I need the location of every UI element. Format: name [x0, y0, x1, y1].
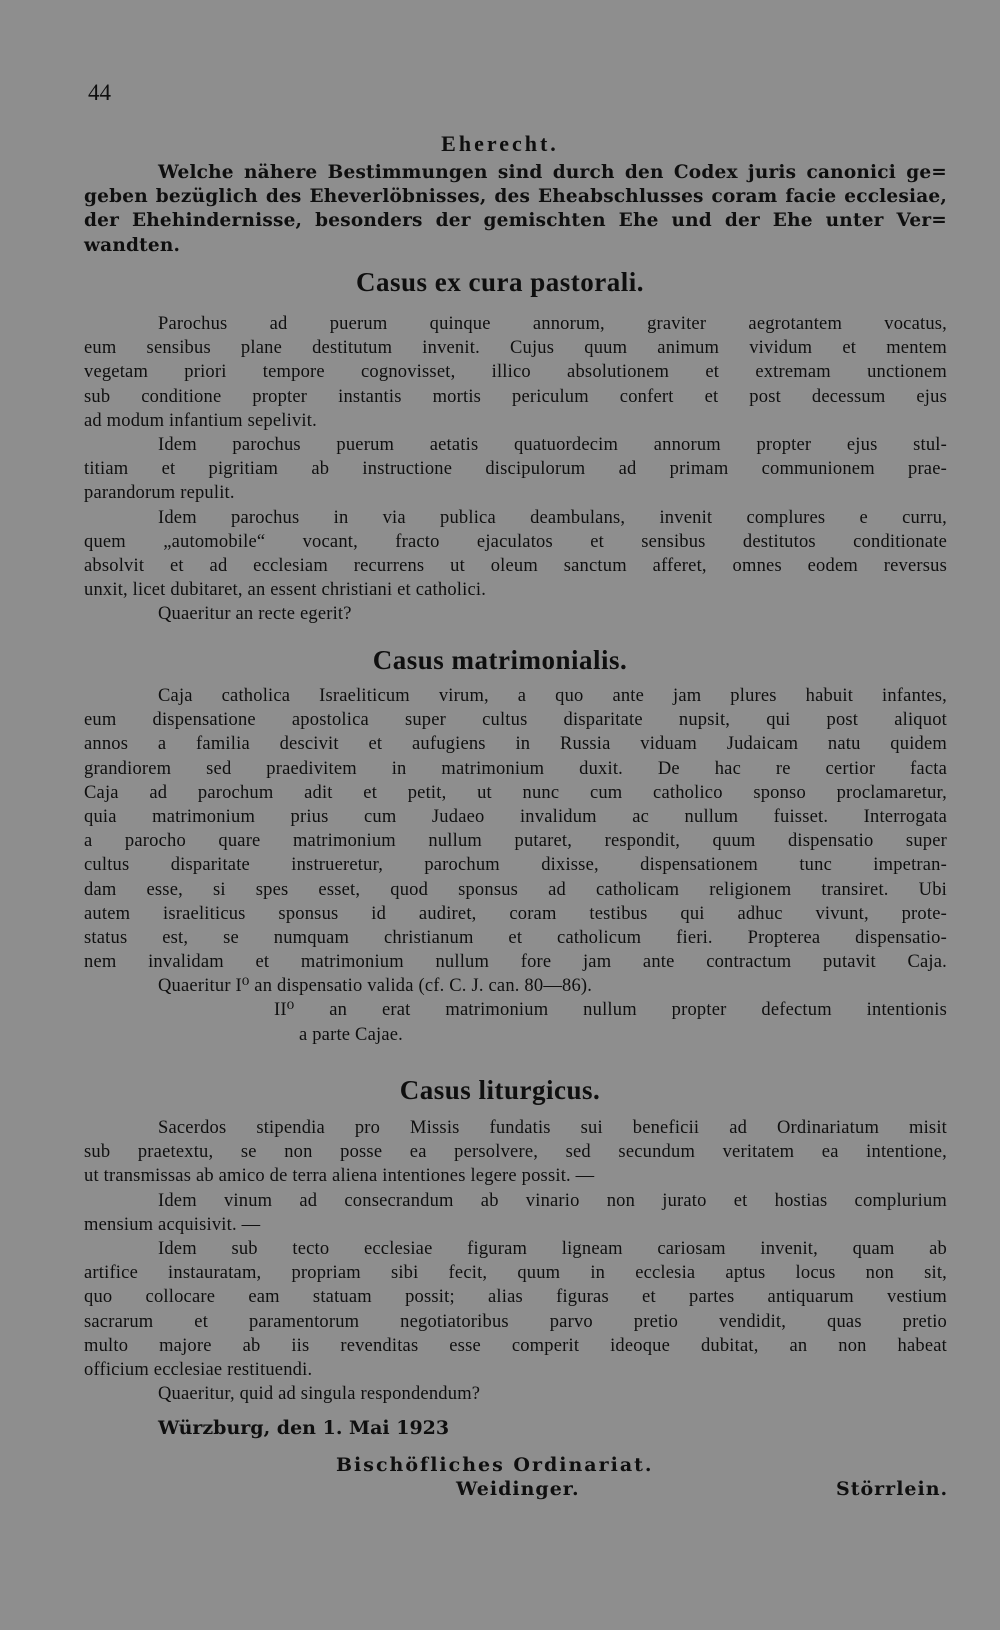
- text-line: Caja ad parochum adit et petit, ut nunc cum catholico sponso proclamaretur,: [84, 782, 947, 803]
- text-line: quem „automobile“ vocant, fracto ejaculatos et sensibus destitutos conditionate: [84, 531, 947, 552]
- text-line: officium ecclesiae restituendi.: [84, 1359, 313, 1380]
- text-line: a parocho quare matrimonium nullum putaret, respondit, quum dispensatio super: [84, 831, 947, 852]
- text-line: Idem sub tecto ecclesiae figuram ligneam cariosam invenit, quam ab: [158, 1238, 947, 1259]
- page-number: 44: [88, 80, 111, 105]
- text-line: mensium acquisivit. —: [84, 1214, 261, 1235]
- text-line: Quaeritur I⁰ an dispensatio valida (cf. C. J. can. 80—86).: [158, 976, 593, 997]
- text-line: Idem parochus in via publica deambulans, invenit complures e curru,: [158, 507, 947, 528]
- text-line: artifice instauratam, propriam sibi fecit, quum in ecclesia aptus locus non sit,: [84, 1263, 947, 1284]
- text-line: cultus disparitate instrueretur, parochum dixisse, dispensationem tunc impetran-: [84, 855, 947, 876]
- text-line: ad modum infantium sepelivit.: [84, 410, 317, 431]
- text-line: geben bezüglich des Eheverlöbnisses, des Eheabschlusses coram facie ecclesiae,: [84, 186, 947, 208]
- text-line: dam esse, si spes esset, quod sponsus ad catholicam religionem transiret. Ubi: [84, 879, 947, 900]
- document-title: Eherecht.: [441, 131, 559, 156]
- text-line: Welche nähere Bestimmungen sind durch den Codex juris canonici ge=: [158, 162, 947, 183]
- text-line: vegetam priori tempore cognovisset, illico absolutionem et extremam unctionem: [84, 362, 947, 383]
- place-date: Würzburg, den 1. Mai 1923: [158, 1417, 450, 1439]
- text-line: II⁰ an erat matrimonium nullum propter defectum intentionis: [274, 1000, 947, 1021]
- text-line: eum sensibus plane destitutum invenit. Cujus quum animum vividum et mentem: [84, 338, 947, 359]
- text-line: Caja catholica Israeliticum virum, a quo ante jam plures habuit infantes,: [158, 686, 947, 706]
- text-line: annos a familia descivit et aufugiens in Russia viduam Judaicam natu quidem: [84, 734, 947, 755]
- text-line: eum dispensatione apostolica super cultus disparitate nupsit, qui post aliquot: [84, 710, 947, 731]
- text-line: sacrarum et paramentorum negotiatoribus parvo pretio vendidit, quas pretio: [84, 1311, 947, 1332]
- text-line: parandorum repulit.: [84, 483, 235, 504]
- text-line: der Ehehindernisse, besonders der gemischten Ehe und der Ehe unter Ver=: [84, 210, 947, 232]
- text-line: wandten.: [84, 234, 181, 256]
- text-line: quia matrimonium prius cum Judaeo invalidum ac nullum fuisset. Interrogata: [84, 806, 947, 827]
- text-line: Parochus ad puerum quinque annorum, graviter aegrotantem vocatus,: [158, 314, 947, 334]
- section-heading-pastoral: Casus ex cura pastorali.: [356, 267, 644, 297]
- text-line: quo collocare eam statuam possit; alias figuras et partes antiquarum vestium: [84, 1287, 947, 1308]
- text-line: titiam et pigritiam ab instructione discipulorum ad primam communionem prae-: [84, 459, 947, 480]
- text-line: unxit, licet dubitaret, an essent christiani et catholici.: [84, 580, 487, 601]
- signature-weidinger: Weidinger.: [456, 1478, 580, 1500]
- text-line: Sacerdos stipendia pro Missis fundatis sui beneficii ad Ordinariatum misit: [158, 1118, 947, 1138]
- text-line: grandiorem sed praedivitem in matrimonium duxit. De hac re certior facta: [84, 758, 947, 779]
- text-line: sub conditione propter instantis mortis periculum confert et post decessum ejus: [84, 386, 947, 407]
- text-line: Idem vinum ad consecrandum ab vinario non jurato et hostias complurium: [158, 1190, 947, 1211]
- text-line: absolvit et ad ecclesiam recurrens ut oleum sanctum afferet, omnes eodem reversus: [84, 555, 947, 576]
- section-heading-matrimonial: Casus matrimonialis.: [372, 645, 628, 675]
- section-matrimonial-body: [84, 684, 947, 1047]
- issuing-office: Bischöfliches Ordinariat.: [336, 1454, 654, 1476]
- section-liturgical-body: [84, 1116, 947, 1406]
- signature-stoerrlein: Störrlein.: [836, 1478, 949, 1500]
- intro-paragraph: [84, 161, 947, 258]
- text-line: Idem parochus puerum aetatis quatuordecim annorum propter ejus stul-: [158, 434, 947, 455]
- text-line: nem invalidam et matrimonium nullum fore jam ante contractum putavit Caja.: [84, 952, 947, 973]
- text-line: ut transmissas ab amico de terra aliena intentiones legere possit. —: [84, 1166, 595, 1187]
- section-pastoral-body: [84, 312, 947, 626]
- text-line: Quaeritur, quid ad singula respondendum?: [158, 1384, 481, 1405]
- text-line: sub praetextu, se non posse ea persolvere, sed secundum veritatem ea intentione,: [84, 1142, 947, 1163]
- section-heading-liturgical: Casus liturgicus.: [399, 1075, 601, 1105]
- text-line: multo majore ab iis revenditas esse comperit ideoque dubitat, an non habeat: [84, 1335, 947, 1356]
- text-line: status est, se numquam christianum et catholicum fieri. Propterea dispensatio-: [84, 927, 947, 948]
- text-line: Quaeritur an recte egerit?: [158, 604, 352, 625]
- text-line: a parte Cajae.: [299, 1024, 403, 1045]
- text-line: autem israeliticus sponsus id audiret, coram testibus qui adhuc vivunt, prote-: [84, 903, 947, 924]
